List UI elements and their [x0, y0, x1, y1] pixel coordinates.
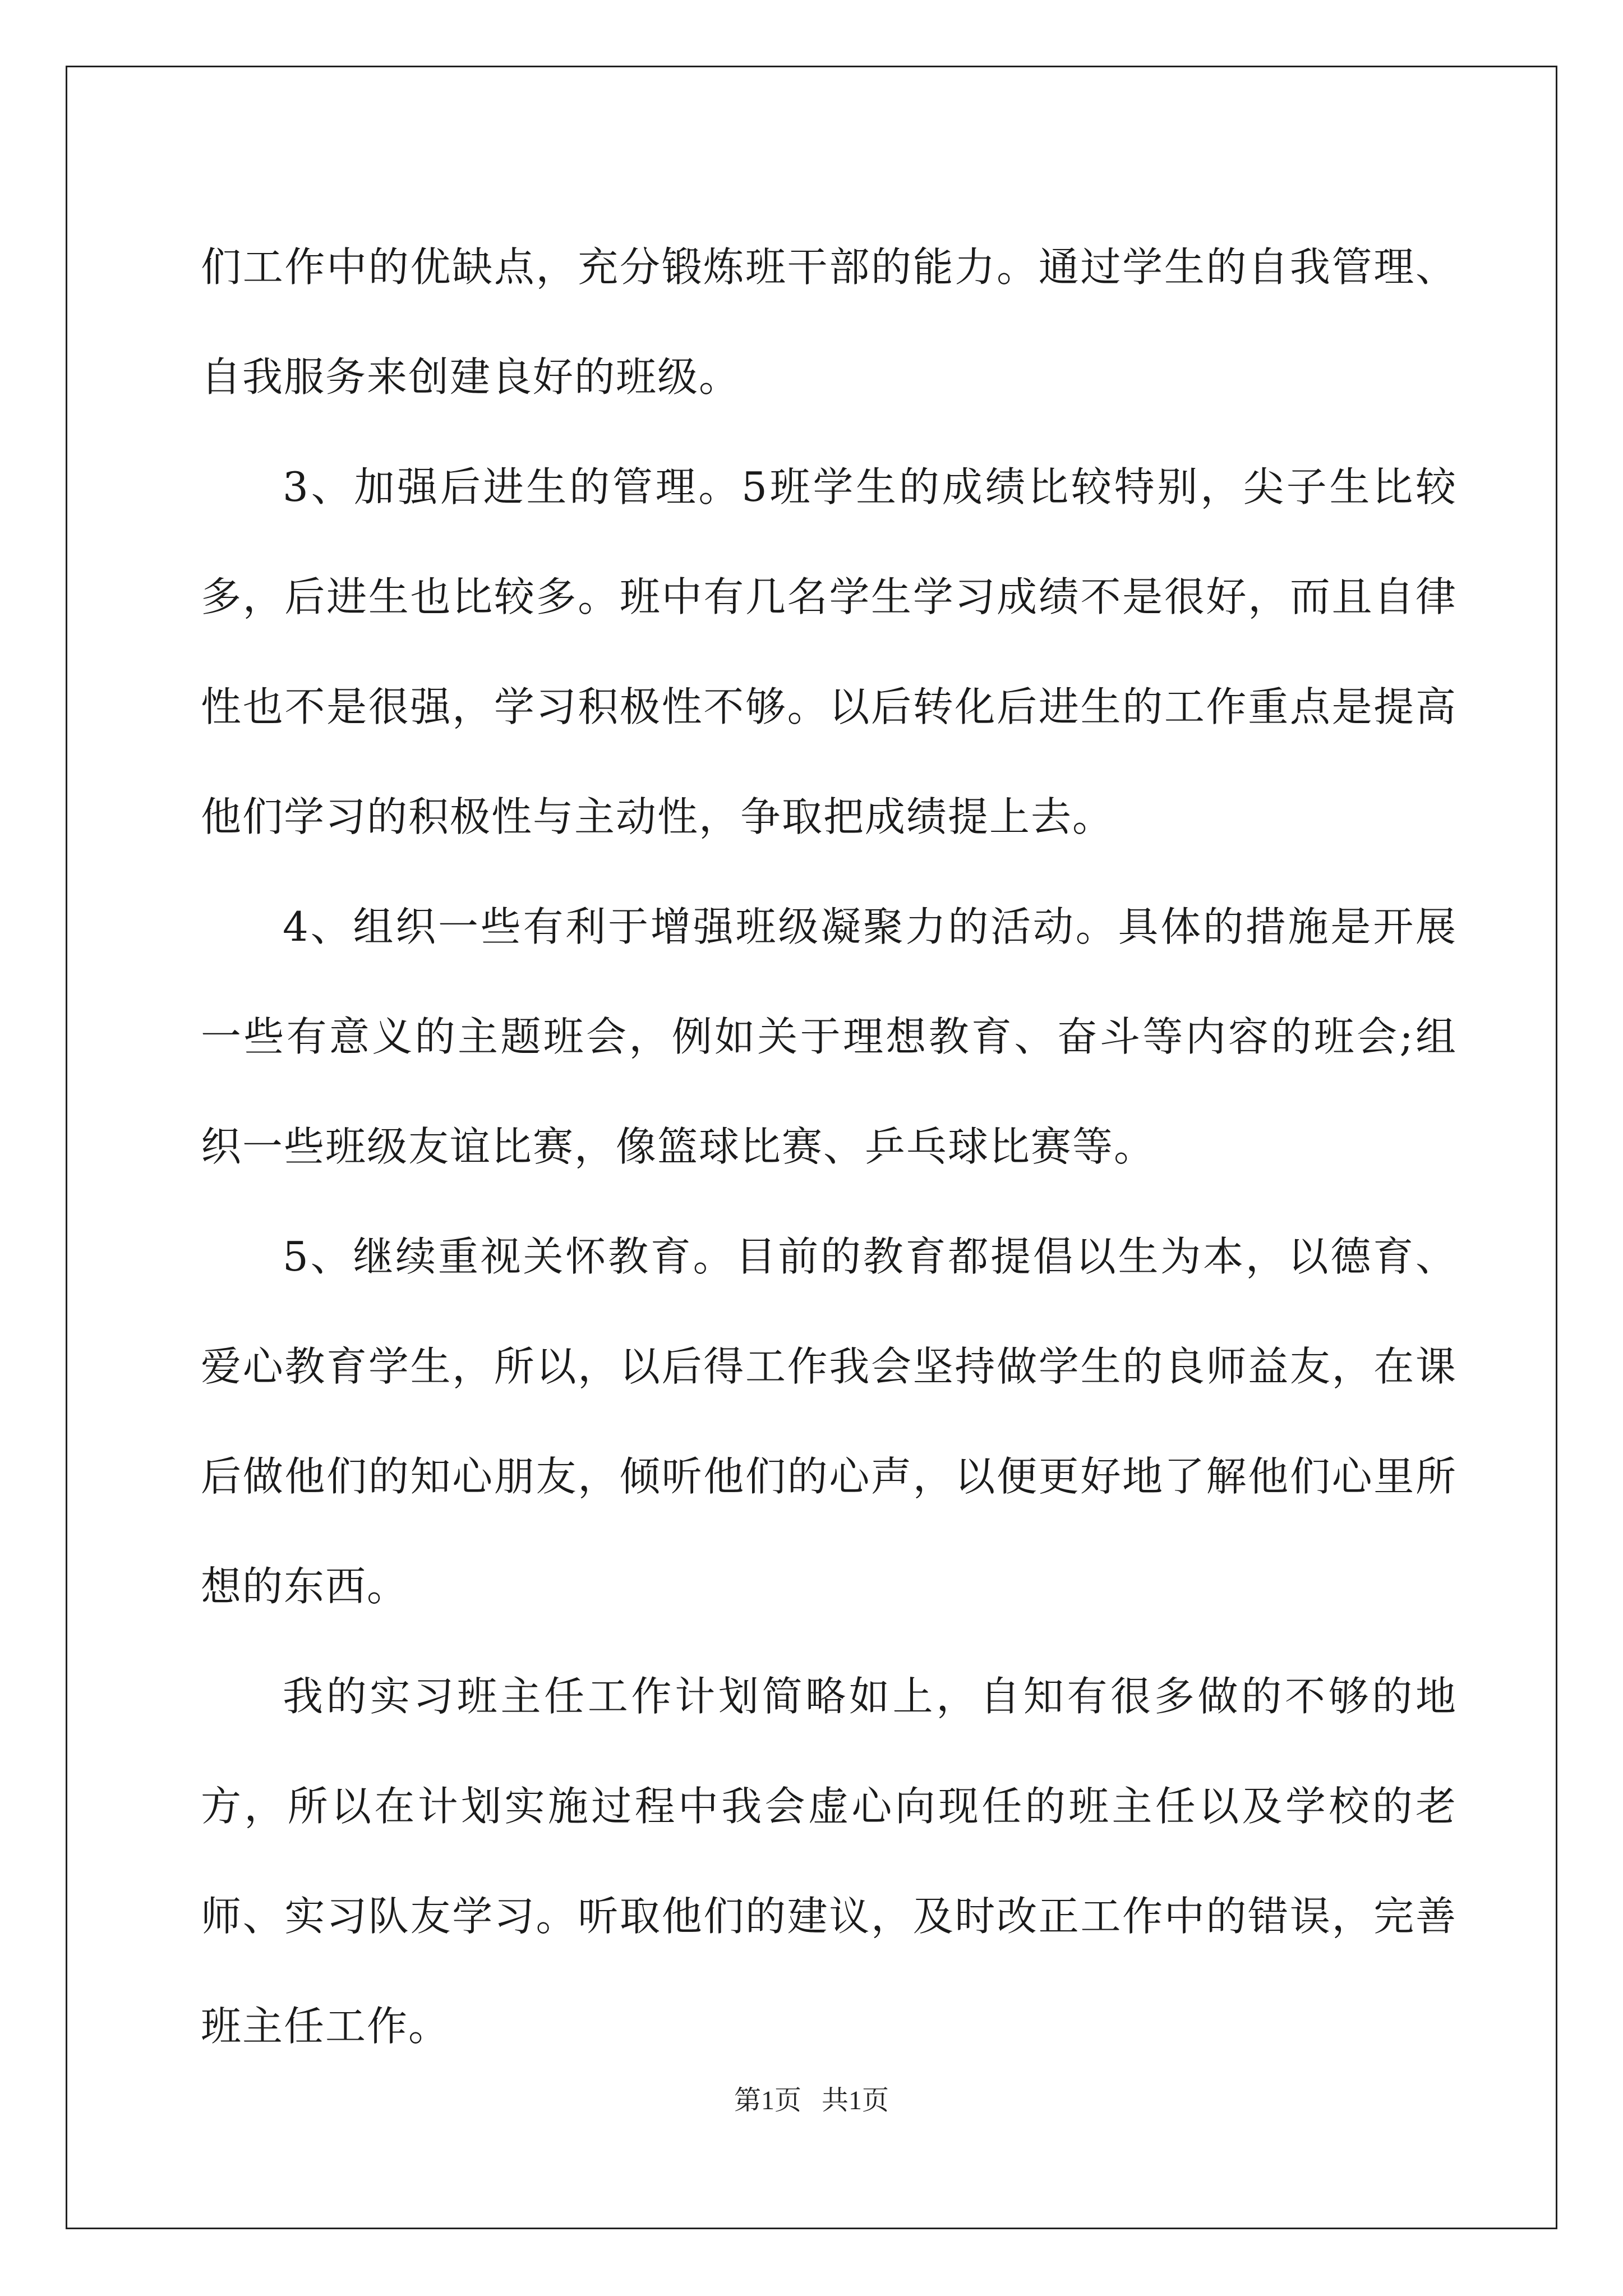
paragraph: 4、组织一些有利于增强班级凝聚力的活动。具体的措施是开展一些有意义的主题班会，例如关于理想教育、奋斗等内容的班会;组织一些班级友谊比赛，像篮球比赛、乒乓球比赛等。 — [201, 903, 1457, 1170]
paragraph: 们工作中的优缺点，充分锻炼班干部的能力。通过学生的自我管理、自我服务来创建良好的班级。 — [201, 243, 1457, 401]
page-number-footer: 第1页 共1页 — [734, 2086, 889, 2115]
document-body — [201, 212, 1457, 2081]
paragraph: 3、加强后进生的管理。5班学生的成绩比较特别，尖子生比较多，后进生也比较多。班中有几名学生学习成绩不是很好，而且自律性也不是很强，学习积极性不够。以后转化后进生的工作重点是提高他们学习的积极性与主动性，争取把成绩提上去。 — [201, 463, 1457, 840]
paragraph: 我的实习班主任工作计划简略如上，自知有很多做的不够的地方，所以在计划实施过程中我会虚心向现任的班主任以及学校的老师、实习队友学习。听取他们的建议，及时改正工作中的错误，完善班主任工作。 — [201, 1673, 1457, 2050]
paragraph: 5、继续重视关怀教育。目前的教育都提倡以生为本，以德育、爱心教育学生，所以，以后得工作我会坚持做学生的良师益友，在课后做他们的知心朋友，倾听他们的心声，以便更好地了解他们心里所想的东西。 — [201, 1233, 1457, 1610]
